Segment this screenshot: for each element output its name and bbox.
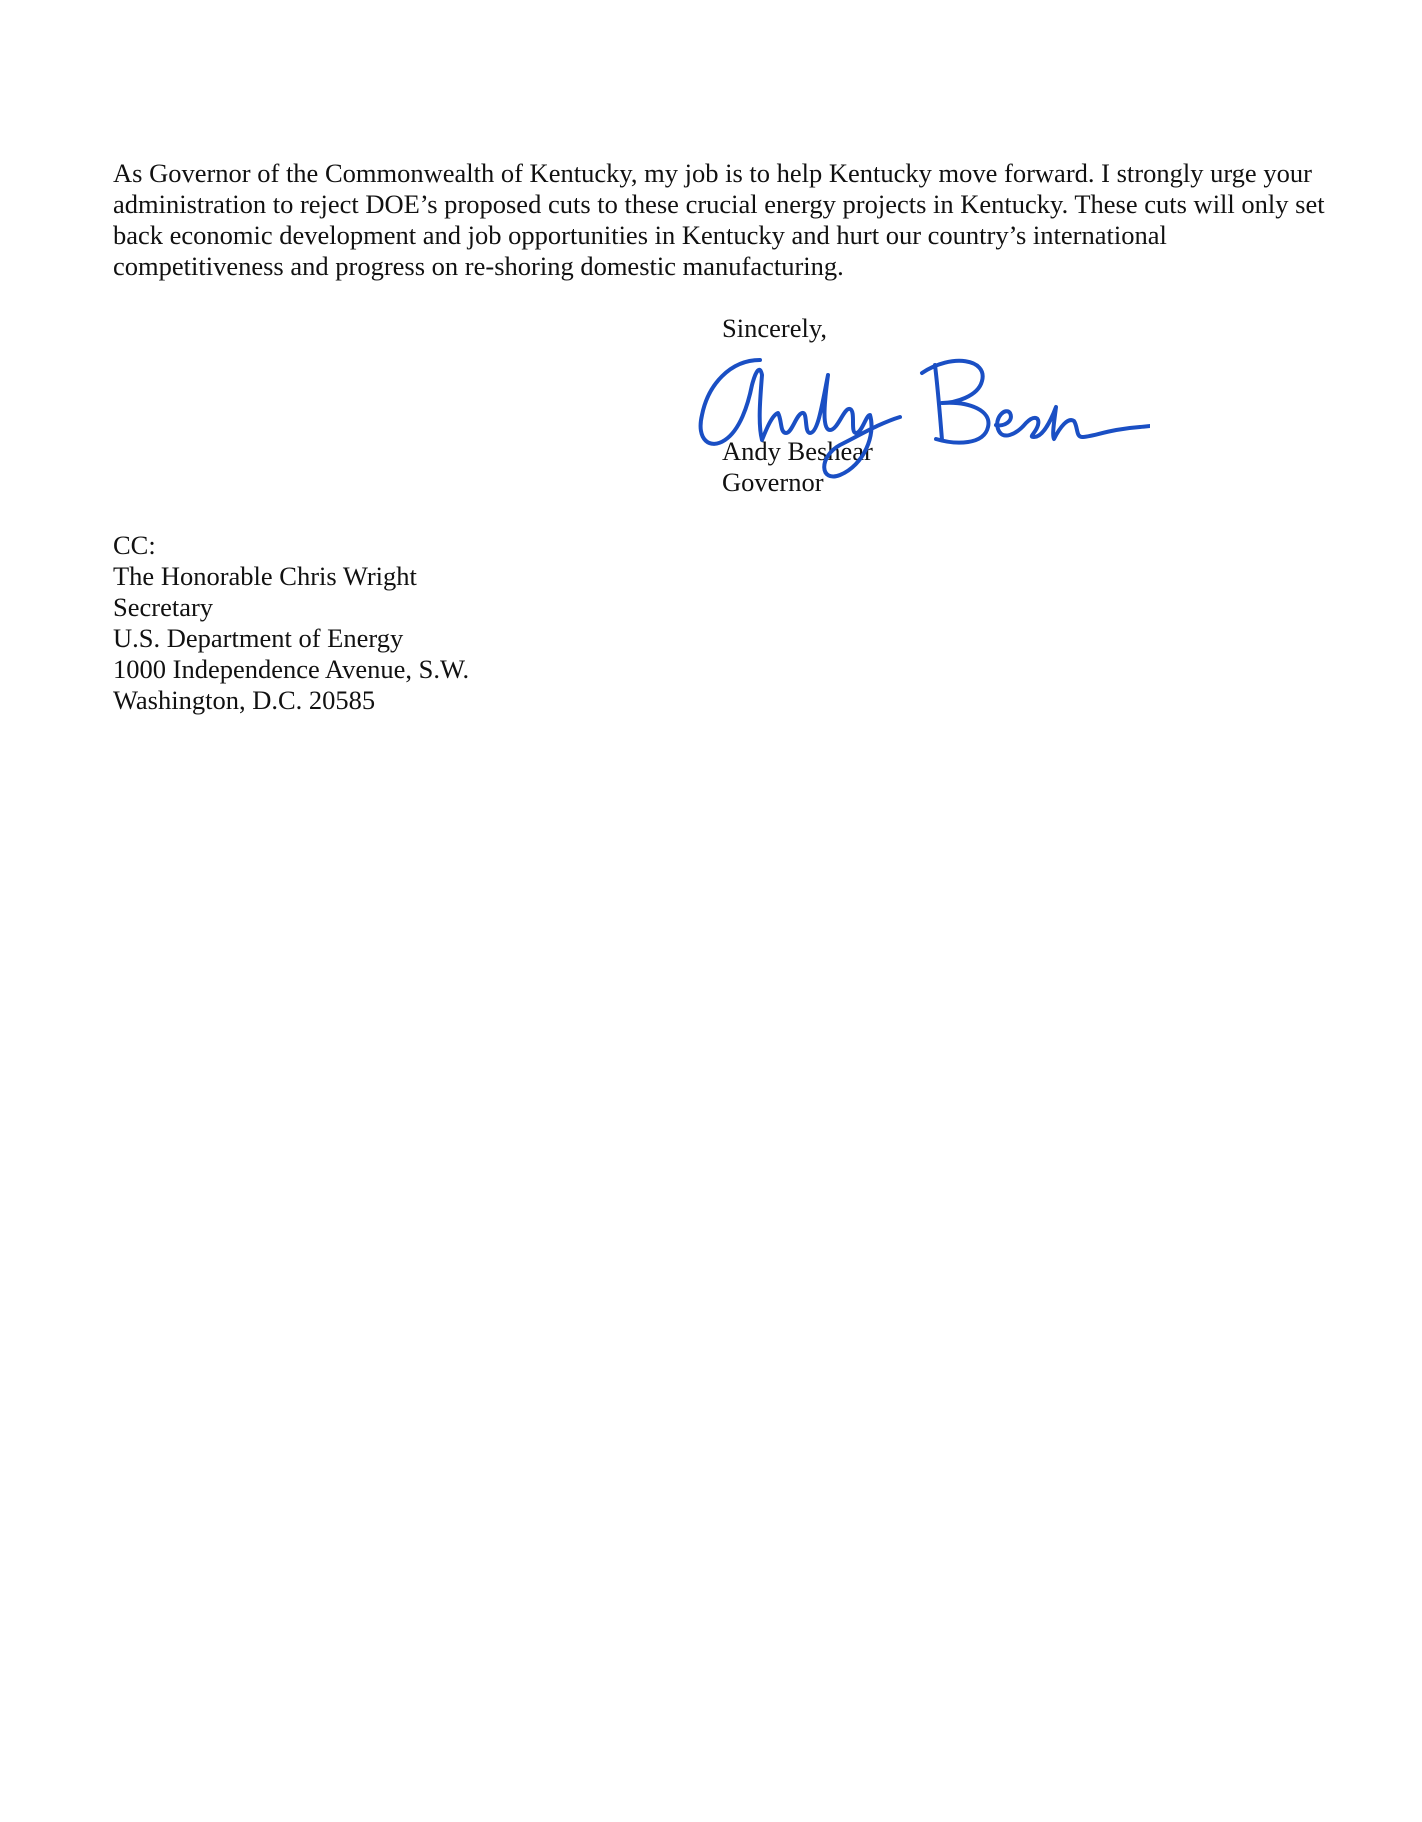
cc-block bbox=[113, 530, 469, 716]
closing-block bbox=[722, 313, 827, 344]
cc-line-city: Washington, D.C. 20585 bbox=[113, 685, 376, 715]
signer-title: Governor bbox=[722, 467, 824, 497]
cc-line-title: Secretary bbox=[113, 592, 214, 622]
signer-name: Andy Beshear bbox=[722, 436, 873, 466]
closing-salutation: Sincerely, bbox=[722, 313, 827, 343]
cc-line-department: U.S. Department of Energy bbox=[113, 623, 404, 653]
body-paragraph: As Governor of the Commonwealth of Kentucky, my job is to help Kentucky move forward. I strongly urge your administration to reject DOE’s proposed cuts to these crucial energy projects in Kentucky. These cuts will only set back economic development and job opportunities in Kentucky and hurt our country’s international competitiveness and progress on re-shoring domestic manufacturing. bbox=[113, 158, 1325, 281]
cc-line-street: 1000 Independence Avenue, S.W. bbox=[113, 654, 470, 684]
cc-label: CC: bbox=[113, 530, 156, 560]
cc-line-recipient: The Honorable Chris Wright bbox=[113, 561, 417, 591]
